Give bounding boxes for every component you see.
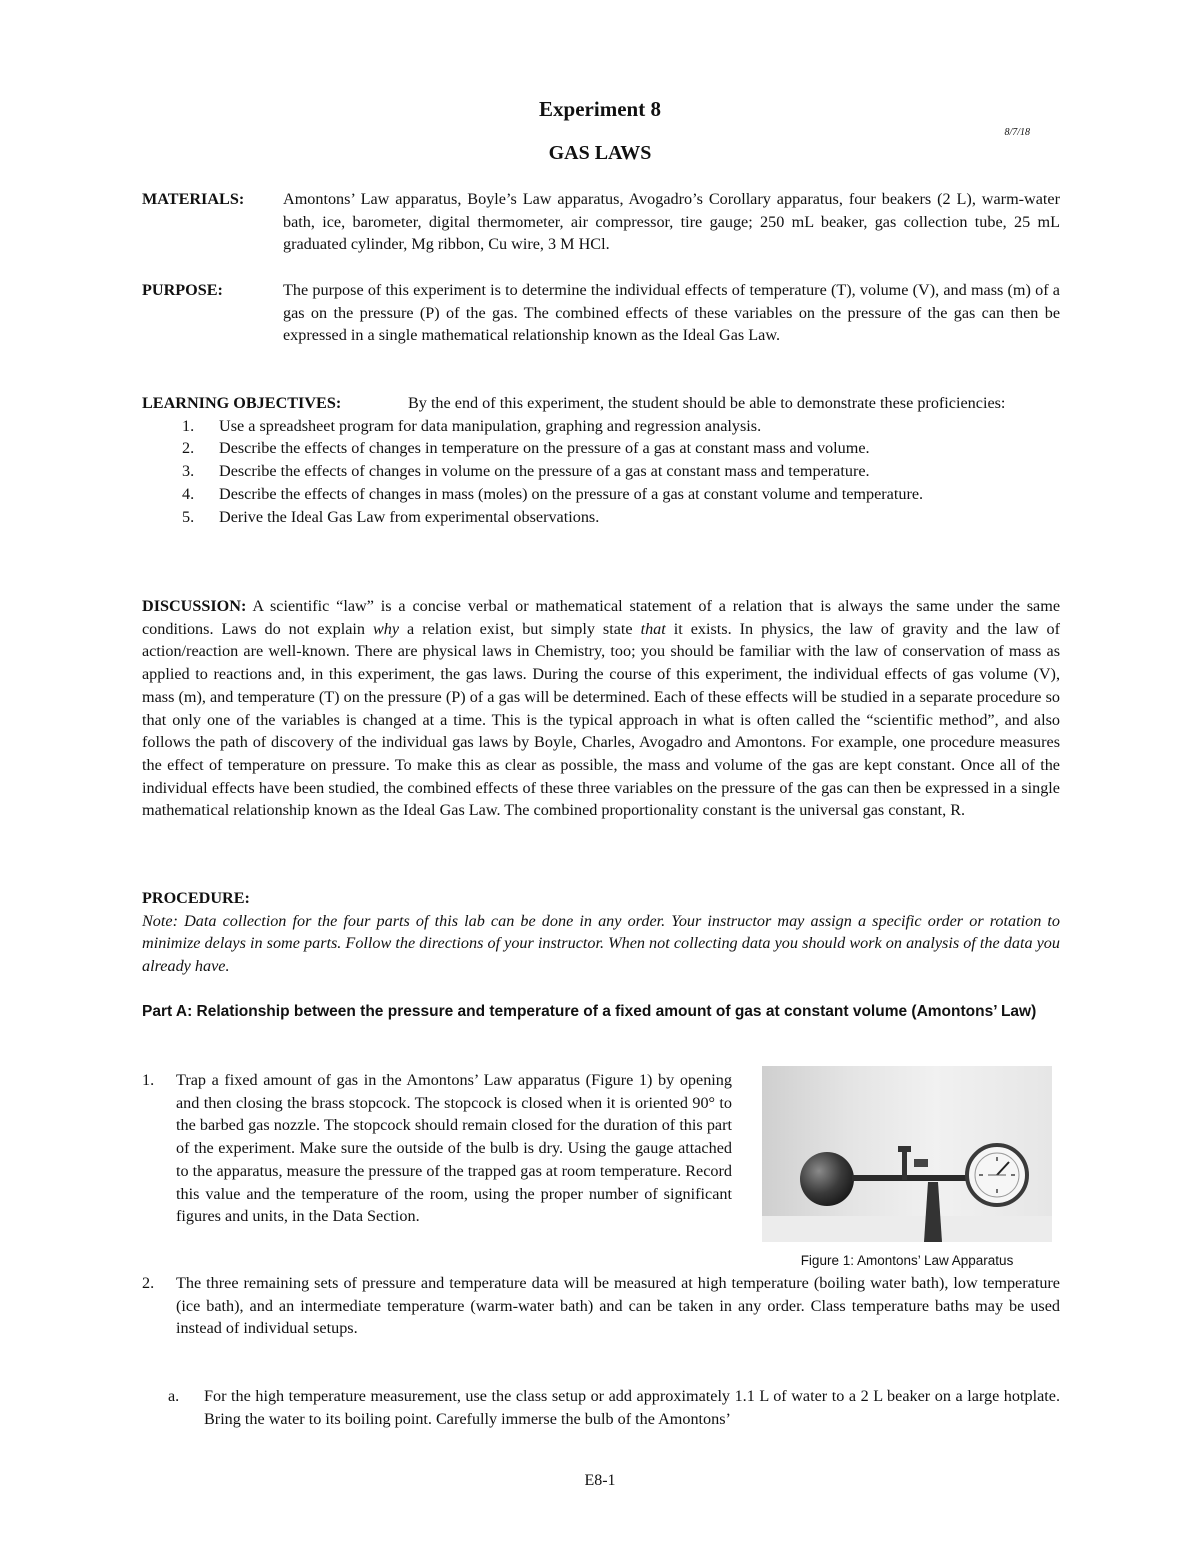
objectives-intro: By the end of this experiment, the student should be able to demonstrate these proficiencies: [408, 394, 1006, 412]
part-a-step-1: 1. Trap a fixed amount of gas in the Amontons’ Law apparatus (Figure 1) by opening and then closing the brass stopcock. The stopcock is closed when it is oriented 90° to the barbed gas nozzle. The stopcock should remain closed for the duration of this part of the experiment. Make sure the outside of the bulb is dry. Using the gauge attached to the apparatus, measure the pressure of the trapped gas at room temperature. Record this value and the temperature of the room, using the proper number of significant figures and units, in the Data Section. [142, 1071, 733, 1226]
procedure-section [142, 887, 1060, 978]
figure-caption: Figure 1: Amontons’ Law Apparatus [800, 1253, 1014, 1268]
page-subtitle: GAS LAWS [548, 142, 652, 164]
purpose-label: PURPOSE: [142, 281, 223, 299]
objectives-list [142, 415, 1060, 529]
discussion-label: DISCUSSION: [142, 597, 247, 615]
list-item: 4. Describe the effects of changes in mass (moles) on the pressure of a gas at constant volume and temperature. [182, 484, 924, 503]
materials-label: MATERIALS: [142, 190, 245, 208]
materials-text: Amontons’ Law apparatus, Boyle’s Law apparatus, Avogadro’s Corollary apparatus, four beakers (2 L), warm-water bath, ice, barometer, digital thermometer, air compressor, tire gauge; 250 mL beaker, gas collection tube, 25 mL graduated cylinder, Mg ribbon, Cu wire, 3 M HCl. [283, 190, 1060, 254]
purpose-text: The purpose of this experiment is to determine the individual effects of temperature (T), volume (V), and mass (m) of a gas on the pressure (P) of the gas. The combined effects of these variables on the pressure of the gas can then be expressed in a single mathematical relationship known as the Ideal Gas Law. [283, 281, 1060, 345]
materials-section [142, 188, 1060, 256]
discussion-section: DISCUSSION: A scientific “law” is a concise verbal or mathematical statement of a relation that is always the same under the same conditions. Laws do not explain why a relation exist, but simply state that it exists. In physics, the law of gravity and the law of action/reaction are well-known. There are physical laws in Chemistry, too; you should be familiar with the law of conservation of mass as applied to reactions and, in this experiment, the gas laws. During the course of this experiment, the individual effects of gas volume (V), mass (m), and temperature (T) on the pressure (P) of a gas will be determined. Each of these effects will be studied in a separate procedure so that only one of the variables is changed at a time. This is the typical approach in what is often called the “scientific method”, and also follows the path of discovery of the individual gas laws by Boyle, Charles, Avogadro and Amontons. For example, one procedure measures the effect of temperature on pressure. To make this as clear as possible, the mass and volume of the gas are kept constant. Once all of the individual effects have been studied, the combined effects of these three variables on the pressure of the gas can then be expressed in a single mathematical relationship known as the Ideal Gas Law. The combined proportionality constant is the universal gas constant, R. [142, 597, 1061, 820]
list-item: 3. Describe the effects of changes in volume on the pressure of a gas at constant mass and temperature. [182, 462, 870, 481]
procedure-label: PROCEDURE: [142, 889, 250, 907]
list-item: 2. Describe the effects of changes in temperature on the pressure of a gas at constant mass and volume. [182, 439, 870, 458]
amontons-apparatus-photo [762, 1066, 1052, 1242]
list-item: 5. Derive the Ideal Gas Law from experimental observations. [182, 507, 600, 526]
part-a-heading: Part A: Relationship between the pressure and temperature of a fixed amount of gas at constant volume (Amontons’ Law) [142, 1003, 1037, 1020]
apparatus-illustration [762, 1066, 1052, 1242]
procedure-note: Note: Data collection for the four parts of this lab can be done in any order. Your instructor may assign a specific order or rotation to minimize delays in some parts. Follow the directions of your instructor. When not collecting data you should work on analysis of the data you already have. [142, 911, 1060, 976]
part-a-step-2: 2. The three remaining sets of pressure and temperature data will be measured at high temperature (boiling water bath), low temperature (ice bath), and an intermediate temperature (warm-water bath) and can be taken in any order. Class temperature baths may be used instead of individual setups. [142, 1274, 1060, 1338]
objectives-label: LEARNING OBJECTIVES: [142, 394, 342, 412]
part-a-step-2a: a. For the high temperature measurement, use the class setup or add approximately 1.1 L of water to a 2 L beaker on a large hotplate. Bring the water to its boiling point. Carefully immerse the bulb of the Amontons’ [168, 1387, 1060, 1428]
purpose-section [142, 279, 1060, 347]
revision-date: 8/7/18 [1004, 127, 1030, 138]
list-item: 1. Use a spreadsheet program for data manipulation, graphing and regression analysis. [182, 416, 762, 435]
page-title: Experiment 8 [539, 97, 661, 121]
objectives-section [142, 392, 1060, 528]
page-number: E8-1 [584, 1472, 616, 1489]
